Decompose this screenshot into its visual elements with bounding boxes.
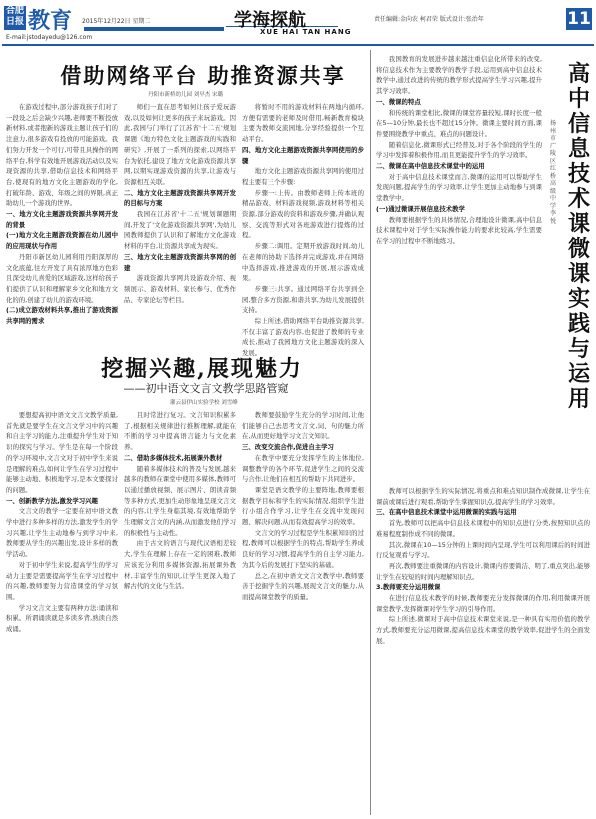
paragraph: 在教学中要充分发挥学生的主体地位,调整教学的各个环节,促进学生之间的交流与合作,让他们在相互的帮助下共同进步。 xyxy=(242,453,364,484)
paragraph: 师们一直在思考如何让孩子爱玩游戏,以及如何让更多的孩子来玩游戏。因此,我园与门举行了江苏省'十二五'规划课题《地方特色文化主题游戏的实践和研究》,开展了一系列的探索,以网络平台为依托,建设了地方文化游戏资源共享网,以期实现游戏资源的共享,让游戏与资源相互关联。 xyxy=(124,103,236,186)
article1-column-1 xyxy=(6,102,118,344)
article2-title: 挖掘兴趣,展现魅力 xyxy=(101,356,303,382)
section-heading: 一、微课的特点 xyxy=(376,97,421,106)
article2-subtitle: ——初中语文文言文教学思路管窥 xyxy=(123,382,289,395)
paragraph: 且时常进行复习。文言知识积累多了,根据相关规律进行推断理解,就能在不断的学习中提高语言能力与文化素养。 xyxy=(124,411,236,452)
section-heading: 一、创新教学方法,激发学习兴趣 xyxy=(6,496,98,505)
paragraph: 步骤一:上传。由教师老师上传本班的精品游戏、材料游戏视频,游戏材料等相关资源,部分游戏的资料和游戏步骤,并确认观察、交流等形式对各班游戏进行提炼的过程。 xyxy=(242,188,364,240)
paragraph: 教师要根据学生的具体情况,合理地设计微课,高中信息技术课程中对于学生实际操作能力的要求比较高,学生需要在学习的过程中不断地练习。 xyxy=(376,215,542,245)
paragraph: 将暂时不用的游戏材料在两地内循环,方便有需要的老师及时借用,畅新教育模块主要为教师交流园地,分享经验提供一个互动平台。 xyxy=(242,103,364,144)
paragraph: 地方文化主题游戏资源共享网的使用过程主要有三个步骤: xyxy=(242,167,364,186)
paragraph: 步骤二:调用。定期开放游戏时间,幼儿在老师的协助下选择并完成游戏,并在网络中选择游戏,推进游戏的开展,展示游戏成果。 xyxy=(242,242,364,283)
article1-title: 借助网络平台 助推资源共享 xyxy=(60,63,346,88)
paragraph: 要想提高初中语文文言文教学质量,首先就是要学生在文言文学习中的兴趣和自主学习的能力,注重提升学生对于知识的探究与学习。学生是在每一个阶段的学习环境中,文言文对于初中学生来说是理解的难点,如何让学生在学习过程中能够主动地、积极地学习,是本文要探讨的问题。 xyxy=(6,411,118,494)
subsection-heading: 3.教师要充分运用微课 xyxy=(376,583,441,592)
paragraph: 学习文言文主要有两种方法:诵读和积累。所谓诵读就是多读多背,熟读自然成诵。 xyxy=(6,603,118,634)
article1-column-3 xyxy=(242,102,364,358)
article2-byline: 灌云县伊山实验学校 刘雪峰 xyxy=(170,400,238,406)
paragraph: 游戏资源共享网共设游戏介绍、视频展示、游戏材料、家长参与、优秀作品、专家论坛等栏目。 xyxy=(124,274,236,304)
article3-column-2 xyxy=(376,486,590,814)
article3-byline: 扬州市广陵区红桥高级中学 李悦 xyxy=(549,120,556,225)
section-heading: 二、借助多媒体技术,拓展课外教材 xyxy=(124,453,223,462)
section-title: 学海探航 xyxy=(234,10,306,31)
paragraph: 由于古文的语言与现代汉语相差较大,学生在理解上存在一定的困难,教师应该充分利用多媒体资源,拓展课外教材,丰富学生的知识,让学生更深入地了解古代的文化与生活。 xyxy=(124,539,236,591)
contact-email: E-mail:jstodayedu@126.com xyxy=(6,34,93,41)
column-divider xyxy=(370,50,371,815)
page-number: 11 xyxy=(567,9,591,29)
paragraph: 课堂是语文教学的主要阵地,教师要根据教学目标和学生的实际情况,组织学生进行小组合作学习,让学生在交流中发现问题、解决问题,从而有效提高学习的效率。 xyxy=(242,485,364,527)
section-heading: 二、微课在高中信息技术课堂中的运用 xyxy=(376,162,485,171)
paragraph: 我国教育的发展进步越来越注重信息化所带来的改变,将信息技术作为主要教学的教学手段,运用到高中信息技术教学中,通过改进的传统的教学形式提高学生学习兴趣,提升其学习效率。 xyxy=(376,55,542,96)
section-heading: 三、地方文化主题游戏资源共享网的创建 xyxy=(124,252,236,272)
section-heading: 三、在高中信息技术课堂中运用微课的实践与运用 xyxy=(376,508,517,517)
paragraph: 丹阳市新区幼儿园利用丹阳深厚的文化底蕴,往左开发了具有浓厚地方色彩且深受幼儿喜爱的区域游戏,这样给孩子们提供了认识和理解家乡文化和地方文化的的,创建了幼儿的游戏环境。 xyxy=(6,252,118,304)
article2-column-1 xyxy=(6,410,118,814)
subsection-heading: (一)通过微课开展信息技术教学 xyxy=(376,204,465,213)
masthead-bar xyxy=(84,27,224,31)
paragraph: 我园在江苏省'十二五'规划课题期间,开发了'文化游戏资源共享网',为幼儿园教师提供了认识和了解地方文化游戏材料的平台,让资源共享成为现实。 xyxy=(124,210,236,251)
article1-column-2 xyxy=(124,102,236,344)
editor-credits: 责任编辑:金向农 柯君荣 版式设计:张治年 xyxy=(374,16,484,23)
article1-byline: 丹阳市新桥幼儿园 刘早杰 宋璐 xyxy=(148,92,223,98)
paragraph: 总之,在初中语文文言文教学中,教师要善于挖掘学生的兴趣,展现文言文的魅力,从而提高课堂教学的质量。 xyxy=(242,571,364,601)
article2-column-2 xyxy=(124,410,236,814)
paragraph: 在进行信息技术教学的时候,教师要充分发挥微课的作用,利用微课开展课堂教学,发挥微课对学生学习的引导作用。 xyxy=(376,594,590,613)
paragraph: 随着信息化,微课形式已经普及,对于各个阶段的学生的学习中发挥着积极作用,而且更能提升学生的学习效率。 xyxy=(376,140,542,160)
paragraph: 步骤三:共享。通过网络平台共享到全园,整合多方资源,和谐共享,为幼儿发展提供支持。 xyxy=(242,284,364,315)
article3-title: 高中信息技术课微课实践与运用 xyxy=(567,61,590,412)
issue-date: 2015年12月22日 星期二 xyxy=(82,18,151,25)
paragraph: 随着多媒体技术的普及与发展,越来越多的教师在课堂中使用多媒体,教师可以通过播放视频、展示图片、朗读音频等多种方式,更加生动形象地呈现文言文的内容,让学生身临其境,有效地帮助学生理解文言文的内涵,从而激发他们学习的积极性与主动性。 xyxy=(124,464,236,537)
article3-column-1 xyxy=(376,54,542,484)
paragraph: 综上所述,微课对于高中信息技术课堂来说,是一种具有实用价值的教学方式,教师要充分运用微课,提高信息技术课堂的教学效率,促进学生的全面发展。 xyxy=(376,615,590,645)
paragraph: 文言文的教学一定要在初中语文教学中进行多种多样的方法,激发学生的学习兴趣,让学生主动地参与到学习中来,教师要从学生的兴趣出发,设计多样的教学活动。 xyxy=(6,507,118,559)
paragraph: 和传统的课堂相比,微课的课堂容量较短,课时长度一般在5—10分钟,最长也不超过15分钟。微课主要时间方面,课件要围绕教学中重点、难点的问题设计。 xyxy=(376,108,542,138)
paragraph: 首先,教师可以把高中信息技术课程中的知识点进行分类,按照知识点的难易程度制作成不同的微课。 xyxy=(376,519,590,538)
masthead xyxy=(2,2,594,46)
section-heading: 二、地方文化主题游戏资源共享网开发的目标与方案 xyxy=(124,188,236,208)
paragraph: 文言文的学习过程是学生积累知识的过程,教师可以根据学生的特点,帮助学生养成良好的学习习惯,提高学生的自主学习能力,为其今后的发展打下坚实的基础。 xyxy=(242,528,364,569)
section-heading: 一、地方文化主题游戏资源共享网开发的背景 xyxy=(6,210,118,229)
article2-column-3 xyxy=(242,410,364,814)
edition-logo: 教育 xyxy=(28,8,73,34)
section-heading: 三、改变交流合作,促进自主学习 xyxy=(242,443,334,452)
paragraph: 在游戏过程中,部分游戏孩子们对了一段设之后会缺少兴趣,老师要不断投放新材料,或者抱新的游戏主题让孩子们的注意力,很多游戏有投放的可能游戏。我们努力开发一个可行,可带且具操作的网络平台,科学有效地开展游戏活动以及实现资源的共享,借助信息技术和网络平台,使现有的地方文化主题游戏的学化,打破年龄、游戏、年级之间的界限,真正助幼儿一个游戏的世界。 xyxy=(6,103,118,208)
paragraph: 再次,教师要注重微课的内容设计,微课内容要简洁、明了,重点突出,能够让学生在较短的时间内理解知识点。 xyxy=(376,561,590,581)
paragraph: 教师要鼓励学生充分的学习时间,让他们能够自己去思考文言文,词、句的魅力所在,从而更好地学习文言文知识。 xyxy=(242,411,364,441)
subsection-heading: (一)地方文化主题游戏资源在幼儿园中的应用现状与作用 xyxy=(6,231,118,251)
paragraph: 对于初中学生来说,提高学生的学习动力主要是需要提高学生在学习过程中的兴趣,教师要努力营造课堂的学习氛围。 xyxy=(6,560,118,601)
paragraph: 教师可以根据学生的实际情况,将重点和难点知识制作成微课,让学生在课前或课后进行观看,帮助学生掌握知识点,提高学生的学习效率。 xyxy=(376,487,590,506)
section-heading: 四、地方文化主题游戏资源共享网使用的步骤 xyxy=(242,145,364,165)
paper-logo: 合肥日报 xyxy=(4,6,26,30)
paragraph: 其次,微课在10—15分钟的上课时间内呈现,学生可以利用课后的时间进行反复观看与学习。 xyxy=(376,540,590,560)
section-pinyin: XUE HAI TAN HANG xyxy=(260,28,352,36)
paragraph: 对于高中信息技术课堂而言,微课的运用可以帮助学生发现问题,提高学生的学习效率,让学生更加主动地参与到课堂教学中。 xyxy=(376,172,542,203)
subsection-heading: (二)成立游戏材料共享,推出了游戏资源共享网的需求 xyxy=(6,306,118,326)
masthead-divider xyxy=(2,44,594,46)
paragraph: 综上所述,借助网络平台助推资源共享,不仅丰富了游戏内容,也促进了教师的专业成长,推动了我园地方文化主题游戏的深入发展。 xyxy=(242,317,364,358)
